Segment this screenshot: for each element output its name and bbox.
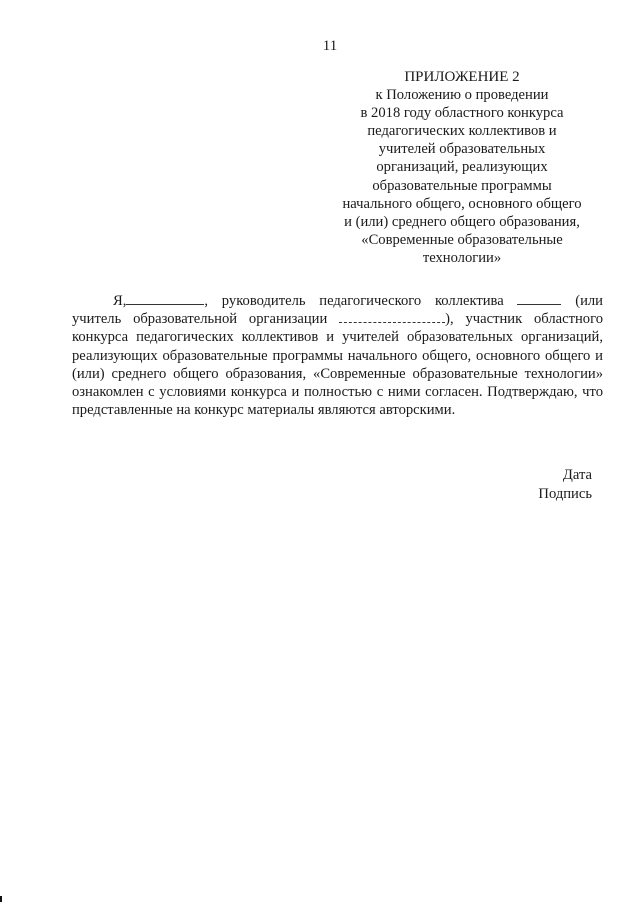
appendix-title: ПРИЛОЖЕНИЕ 2	[404, 69, 520, 85]
statement-text: Я,	[113, 293, 127, 309]
signature-block	[538, 466, 592, 503]
appendix-line: начального общего, основного общего	[342, 195, 582, 212]
signature-label: Подпись	[538, 485, 592, 502]
appendix-line: «Современные образовательные	[361, 231, 563, 248]
statement-text: ), участник областного конкурса педагогических коллективов и учителей образовательных организаций, реализующих образовательные программы начального общего, основного общего и (или) среднего общего образования, «Современные образовательные технологии» ознакомлен с условиями конкурса и полностью с ними согласен. Подтверждаю, что представленные на конкурс материалы являются авторскими.	[72, 311, 604, 419]
scan-mark	[0, 896, 2, 902]
appendix-line: к Положению о проведении	[375, 87, 549, 104]
date-label: Дата	[562, 467, 592, 483]
name-blank-field[interactable]	[126, 292, 204, 305]
appendix-line: учителей образовательных	[378, 141, 546, 158]
appendix-line: в 2018 году областного конкурса	[360, 105, 564, 122]
statement-text: , руководитель педагогического коллектива	[204, 293, 518, 309]
organization-blank-field[interactable]	[339, 310, 445, 323]
statement-paragraph	[72, 292, 603, 419]
statement-text: (или учитель образовательной организации	[72, 293, 603, 328]
appendix-line: педагогических коллективов и	[367, 123, 557, 140]
appendix-line: образовательные программы	[372, 177, 552, 194]
appendix-header	[322, 68, 602, 267]
appendix-line: технологии»	[422, 249, 502, 266]
page-number: 11	[322, 38, 338, 54]
appendix-line: и (или) среднего общего образования,	[344, 213, 580, 230]
collective-blank-field[interactable]	[517, 292, 561, 305]
appendix-line: организаций, реализующих	[376, 159, 548, 176]
